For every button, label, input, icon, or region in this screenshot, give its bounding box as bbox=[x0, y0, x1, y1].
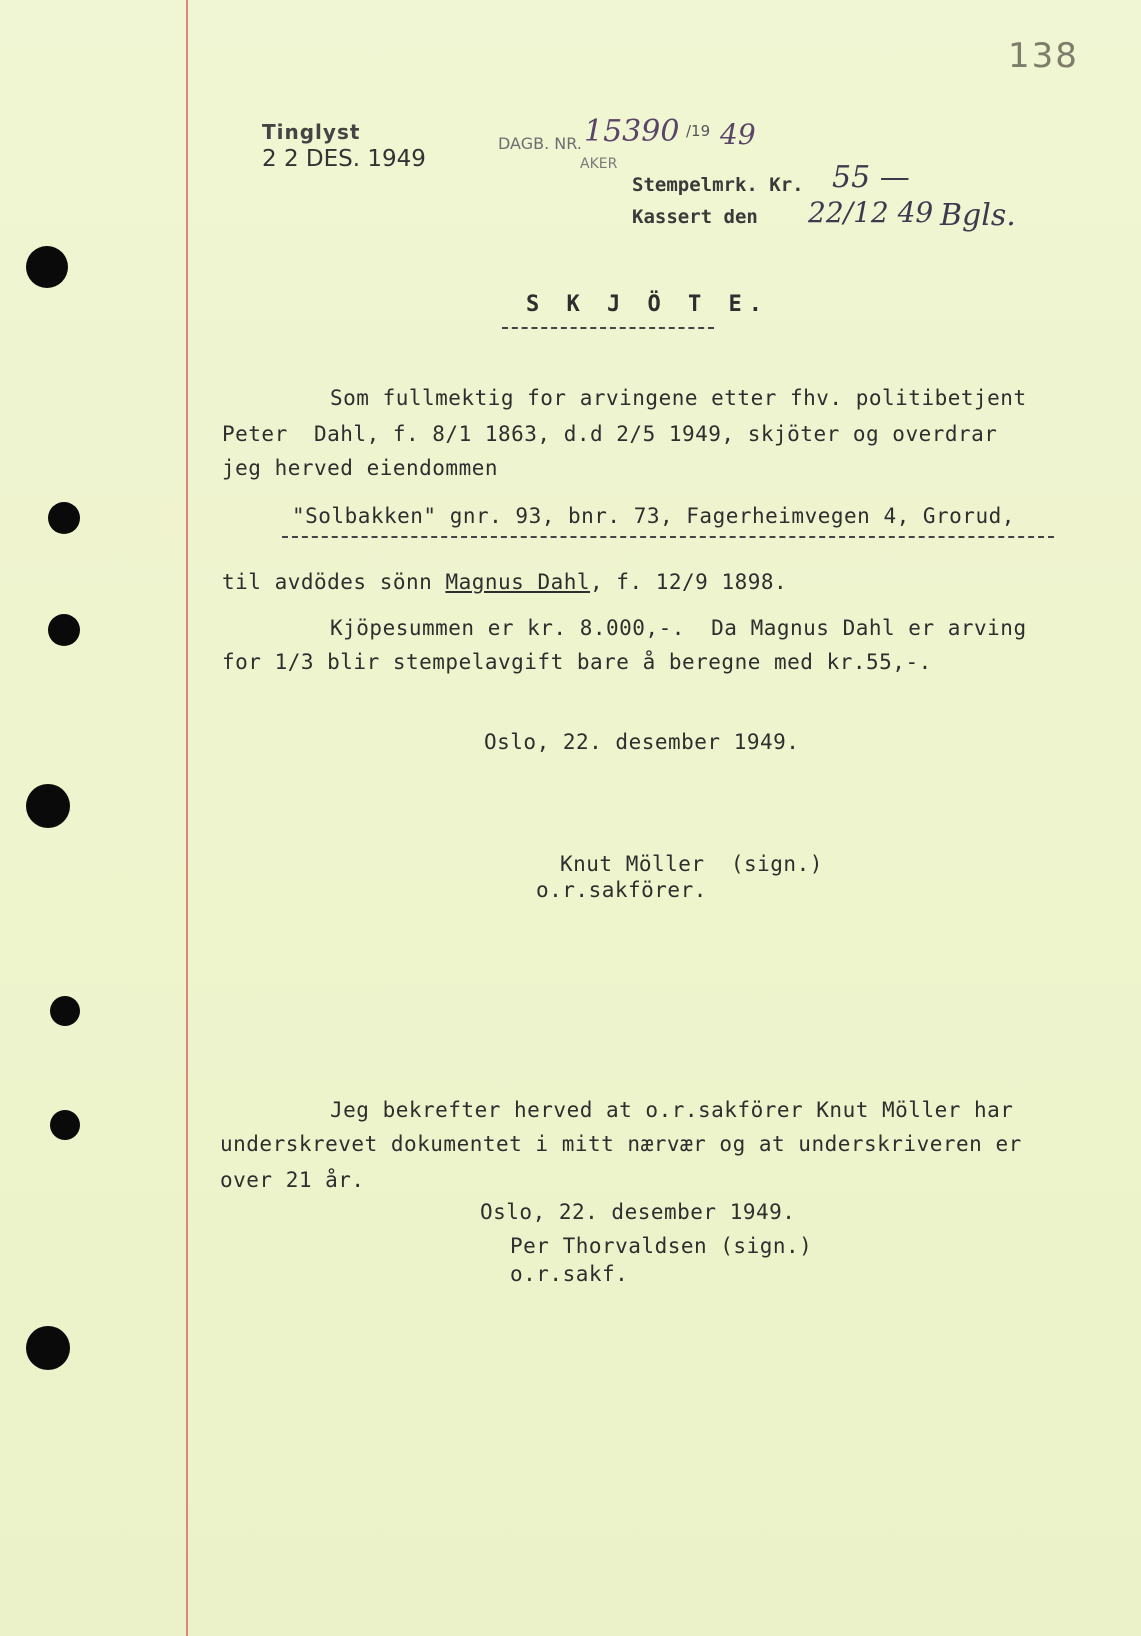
signer1-title: o.r.sakförer. bbox=[536, 878, 707, 902]
kassert-signature: Bgls. bbox=[940, 198, 1016, 233]
paragraph3-line: Jeg bekrefter herved at o.r.sakförer Knut Möller har bbox=[330, 1098, 1014, 1122]
property-underline bbox=[282, 536, 1054, 538]
paragraph1-line: Peter Dahl, f. 8/1 1863, d.d 2/5 1949, skjöter og overdrar bbox=[222, 422, 998, 446]
signer1-name: Knut Möller (sign.) bbox=[560, 852, 823, 876]
signer2-title: o.r.sakf. bbox=[510, 1262, 629, 1286]
stamp-title: Tinglyst bbox=[262, 120, 361, 144]
paragraph1-line: Som fullmektig for arvingene etter fhv. politibetjent bbox=[330, 386, 1027, 410]
punch-hole bbox=[48, 502, 80, 534]
dagbok-label: DAGB. NR. bbox=[498, 134, 582, 153]
punch-hole bbox=[50, 996, 80, 1026]
punch-hole bbox=[50, 1110, 80, 1140]
punch-hole bbox=[26, 784, 70, 828]
paragraph3-line: over 21 år. bbox=[220, 1168, 365, 1192]
paragraph1-line: jeg herved eiendommen bbox=[222, 456, 499, 480]
title-underline bbox=[502, 327, 714, 329]
paragraph2-line: for 1/3 blir stempelavgift bare å beregne med kr.55,-. bbox=[222, 650, 932, 674]
recipient-prefix: til avdödes sönn bbox=[222, 570, 446, 594]
place-date: Oslo, 22. desember 1949. bbox=[484, 730, 800, 754]
kassert-date: 22/12 49 bbox=[808, 196, 934, 229]
stamp-date: 2 2 DES. 1949 bbox=[262, 146, 426, 172]
signer2-name: Per Thorvaldsen (sign.) bbox=[510, 1234, 813, 1258]
punch-hole bbox=[26, 1326, 70, 1370]
stempel-amount: 55 — bbox=[832, 160, 910, 195]
property-line: "Solbakken" gnr. 93, bnr. 73, Fagerheimvegen 4, Grorud, bbox=[292, 504, 1015, 528]
kassert-label: Kassert den bbox=[632, 206, 758, 228]
document-title: S K J Ö T E. bbox=[526, 292, 769, 317]
dagbok-year: 49 bbox=[720, 118, 756, 151]
recipient-name: Magnus Dahl bbox=[445, 570, 591, 594]
punch-hole bbox=[48, 614, 80, 646]
dagbok-place: AKER bbox=[580, 156, 618, 172]
recipient-suffix: , f. 12/9 1898. bbox=[590, 570, 788, 594]
stempel-label: Stempelmrk. Kr. bbox=[632, 174, 804, 196]
registration-stamp bbox=[262, 120, 426, 172]
dagbok-year-prefix: /19 bbox=[686, 122, 711, 140]
punch-hole bbox=[26, 246, 68, 288]
dagbok-number: 15390 bbox=[584, 114, 680, 149]
place-date: Oslo, 22. desember 1949. bbox=[480, 1200, 796, 1224]
margin-line bbox=[186, 0, 188, 1636]
page-number: 138 bbox=[1008, 36, 1079, 76]
recipient-line bbox=[222, 570, 787, 594]
paragraph3-line: underskrevet dokumentet i mitt nærvær og at underskriveren er bbox=[220, 1132, 1022, 1156]
paragraph2-line: Kjöpesummen er kr. 8.000,-. Da Magnus Dahl er arving bbox=[330, 616, 1027, 640]
